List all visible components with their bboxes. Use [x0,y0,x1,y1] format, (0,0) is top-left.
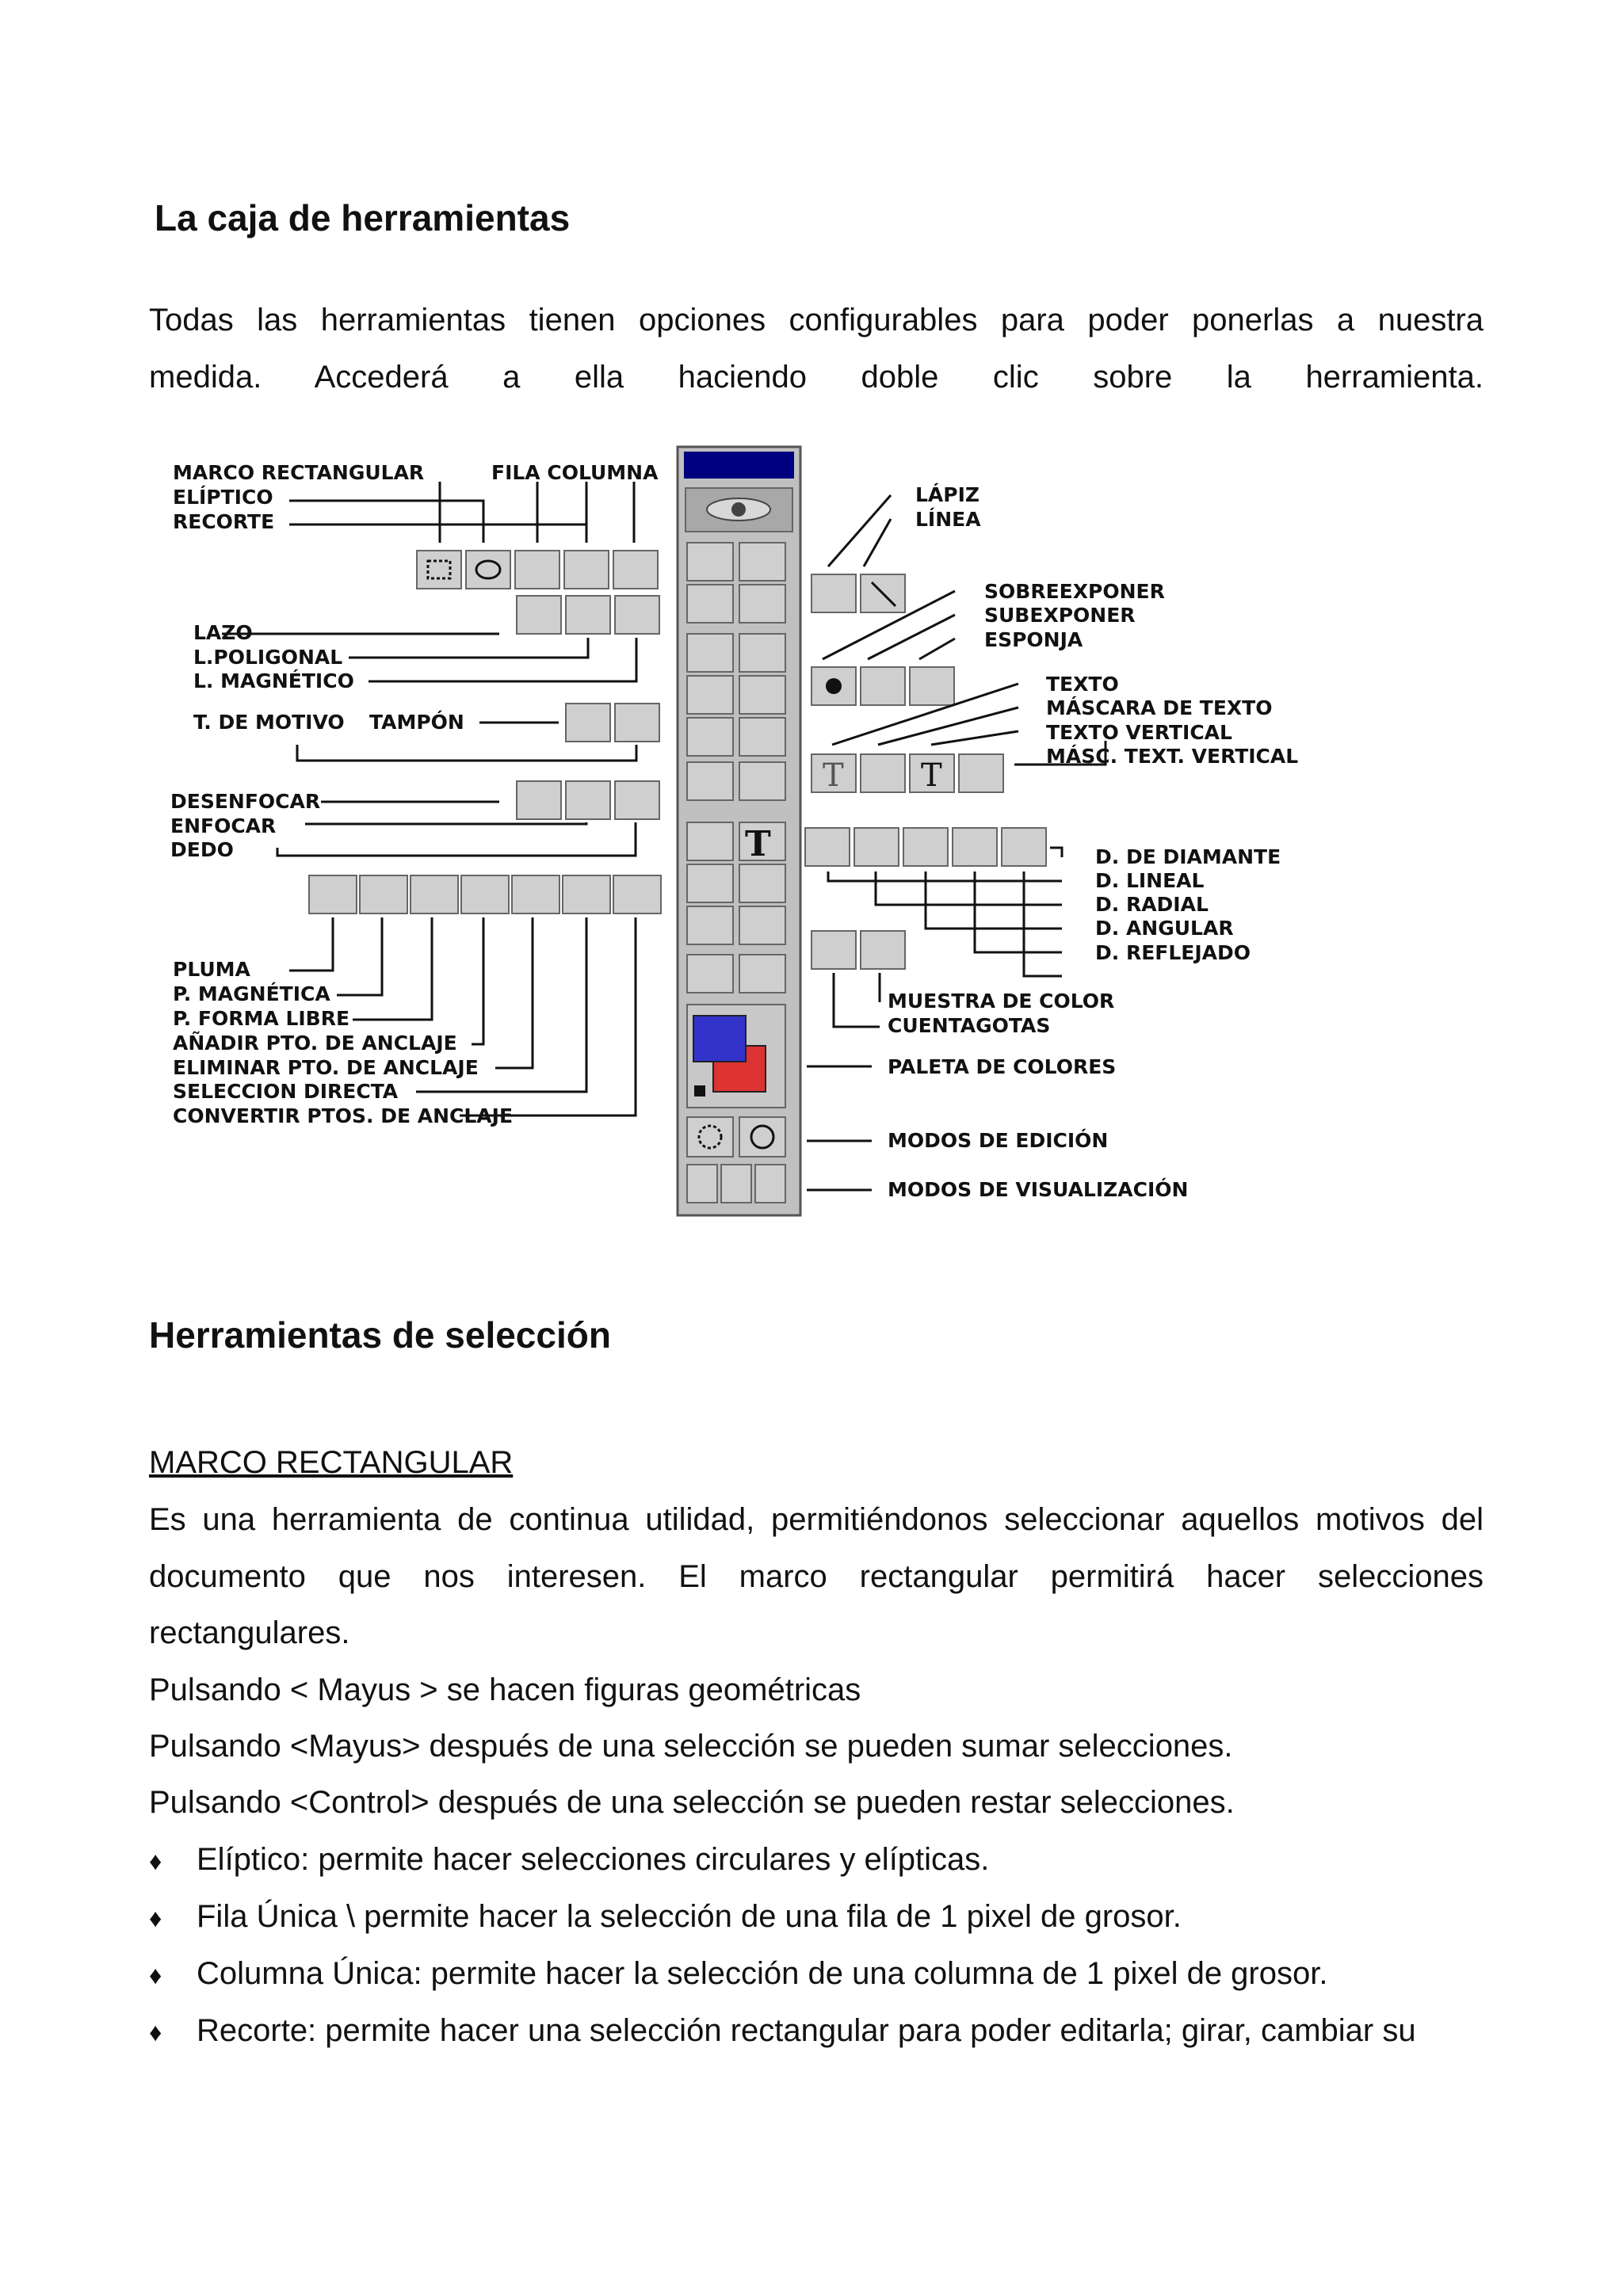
label-d-angular: D. ANGULAR [1095,917,1234,940]
shortcut-line-1: Pulsando < Mayus > se hacen figuras geométricas [149,1672,861,1707]
bullet-diamond-icon: ♦ [149,2018,162,2046]
shortcut-line-2: Pulsando <Mayus> después de una selección se pueden sumar selecciones. [149,1729,1233,1764]
label-anadir: AÑADIR PTO. DE ANCLAJE [173,1032,457,1055]
shortcut-line-3: Pulsando <Control> después de una selección se pueden restar selecciones. [149,1785,1235,1820]
bullet-item: ♦ Fila Única \ permite hacer la selección de una fila de 1 pixel de grosor. [149,1888,1182,1947]
intro-line-2: medida. Accederá a ella haciendo doble clic sobre la herramienta. [149,360,1484,395]
label-masc-text-vertical: MÁSC. TEXT. VERTICAL [1046,745,1299,768]
para-line-3: rectangulares. [149,1615,350,1650]
dodge-flyout [812,667,954,705]
bullet-item: ♦ Elíptico: permite hacer selecciones circulares y elípticas. [149,1831,989,1890]
subtitle-marco-rectangular: MARCO RECTANGULAR [149,1445,514,1480]
lasso-flyout [517,596,659,634]
label-tampon: TAMPÓN [369,711,464,734]
label-l-poligonal: L.POLIGONAL [193,646,343,669]
gradient-flyout [805,828,1046,866]
label-p-forma-libre: P. FORMA LIBRE [173,1007,350,1030]
label-l-magnetico: L. MAGNÉTICO [193,669,354,692]
marquee-flyout [417,551,658,589]
toolbox-titlebar [684,452,794,479]
label-fila-columna: FILA COLUMNA [491,461,659,484]
label-sobreexponer: SOBREEXPONER [984,580,1165,603]
foreground-color-swatch [693,1016,746,1062]
bullet-diamond-icon: ♦ [149,1847,162,1875]
label-lazo: LAZO [193,621,253,644]
label-modos-visualizacion: MODOS DE VISUALIZACIÓN [888,1178,1189,1201]
label-desenfocar: DESENFOCAR [170,790,321,813]
svg-text:T: T [823,757,844,794]
section-title: Herramientas de selección [149,1314,611,1356]
label-lapiz: LÁPIZ [915,483,980,506]
label-recorte: RECORTE [173,510,275,533]
label-d-reflejado: D. REFLEJADO [1095,941,1251,964]
label-linea: LÍNEA [915,508,981,531]
label-enfocar: ENFOCAR [170,814,277,837]
para-line-1: Es una herramienta de continua utilidad, permitiéndonos seleccionar aquellos motivos del [149,1502,1484,1537]
label-dedo: DEDO [170,838,234,861]
label-subexponer: SUBEXPONER [984,604,1136,627]
label-mascara-texto: MÁSCARA DE TEXTO [1046,696,1273,719]
label-modos-edicion: MODOS DE EDICIÓN [888,1129,1109,1152]
label-d-radial: D. RADIAL [1095,893,1209,916]
label-t-motivo: T. DE MOTIVO [193,711,345,734]
stamp-flyout [566,704,659,742]
eyedropper-flyout [812,931,905,969]
label-seleccion-directa: SELECCION DIRECTA [173,1080,399,1103]
svg-text:T: T [745,824,771,864]
label-muestra-color: MUESTRA DE COLOR [888,990,1115,1013]
para-line-2: documento que nos interesen. El marco rectangular permitirá hacer selecciones [149,1559,1484,1594]
label-paleta: PALETA DE COLORES [888,1055,1117,1078]
toolbox-panel [678,447,800,1215]
label-pluma: PLUMA [173,958,250,981]
label-texto-vertical: TEXTO VERTICAL [1046,721,1232,744]
pen-flyout [309,875,661,913]
bullet-diamond-icon: ♦ [149,1904,162,1932]
toolbox-diagram [158,444,1347,1228]
type-flyout [812,754,1003,794]
label-cuentagotas: CUENTAGOTAS [888,1014,1051,1037]
bullet-item: ♦ Columna Única: permite hacer la selección de una columna de 1 pixel de grosor. [149,1945,1327,2004]
bullet-diamond-icon: ♦ [149,1961,162,1989]
label-texto: TEXTO [1046,673,1119,696]
bullet-item: ♦ Recorte: permite hacer una selección rectangular para poder editarla; girar, cambiar su [149,2002,1484,2061]
svg-text:T: T [921,757,942,794]
label-esponja: ESPONJA [984,628,1083,651]
page-title: La caja de herramientas [155,197,571,238]
label-eliminar: ELIMINAR PTO. DE ANCLAJE [173,1056,479,1079]
label-p-magnetica: P. MAGNÉTICA [173,982,330,1005]
label-eliptico: ELÍPTICO [173,486,273,509]
label-marco-rectangular: MARCO RECTANGULAR [173,461,425,484]
label-d-lineal: D. LINEAL [1095,869,1205,892]
blur-flyout [517,781,659,819]
pencil-flyout [812,574,905,612]
label-convertir: CONVERTIR PTOS. DE ANCLAJE [173,1104,514,1127]
intro-line-1: Todas las herramientas tienen opciones configurables para poder ponerlas a nuestra [149,303,1484,338]
label-d-diamante: D. DE DIAMANTE [1095,845,1281,868]
